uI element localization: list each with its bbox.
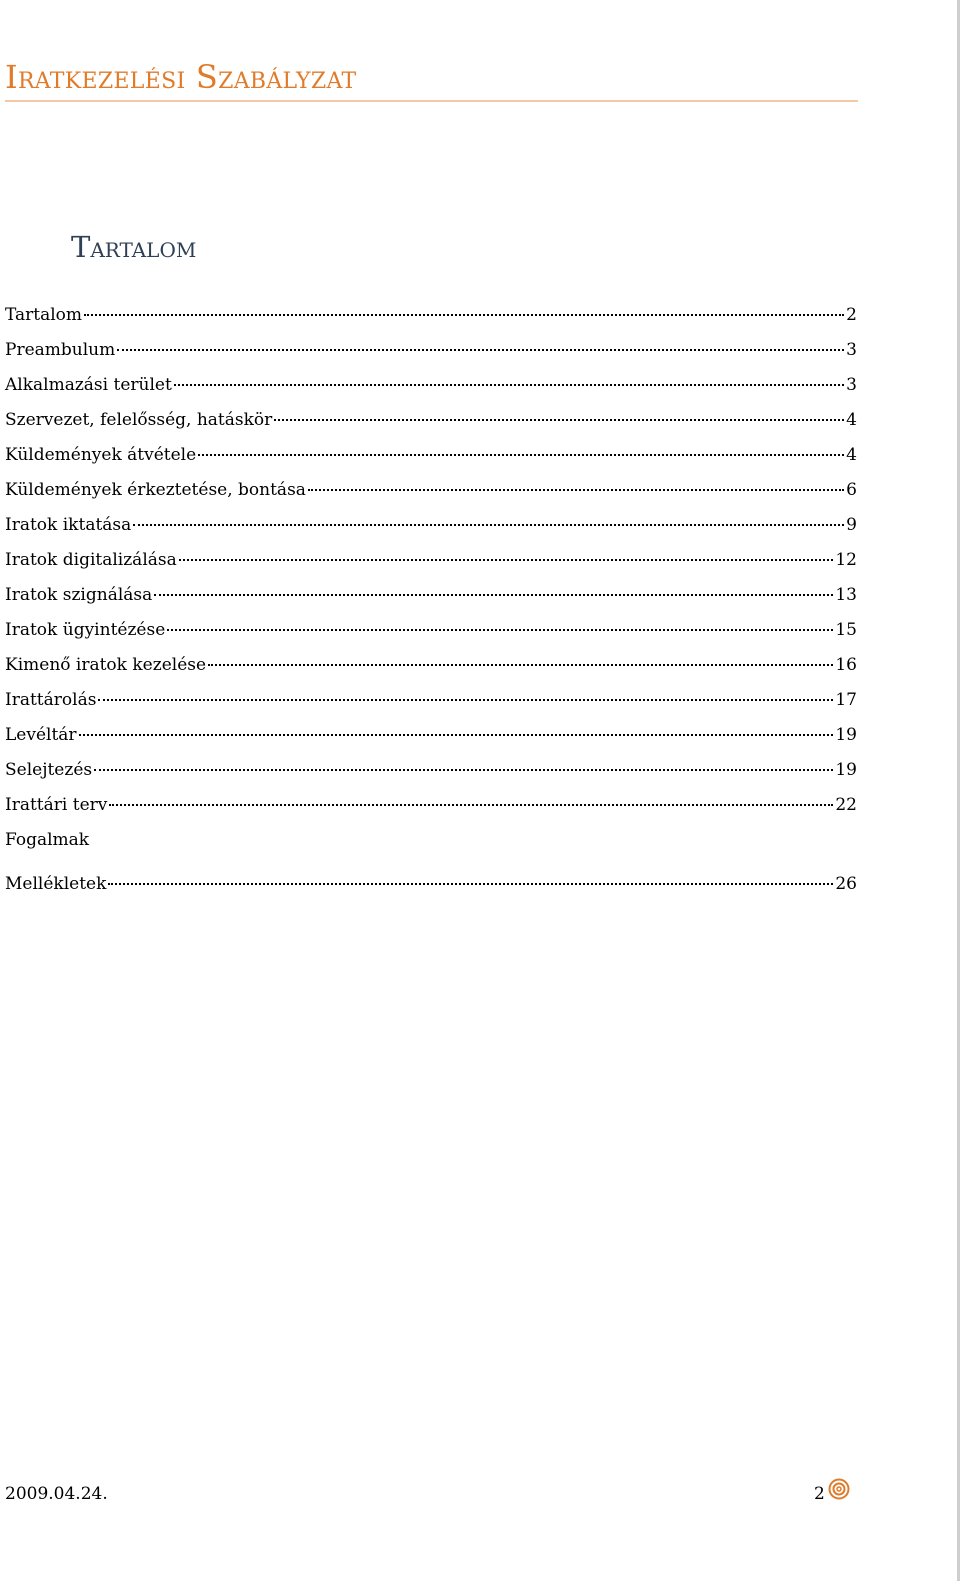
toc-entry-page: 6 bbox=[846, 480, 857, 500]
toc-leader bbox=[117, 349, 844, 351]
toc-entry-mellekletek[interactable] bbox=[5, 873, 857, 908]
toc-entry-label: Tartalom bbox=[5, 305, 83, 325]
toc-entry-page: 15 bbox=[835, 620, 857, 640]
toc-entry-iratok-ugyintezese[interactable] bbox=[5, 619, 857, 654]
toc-entry-page: 4 bbox=[846, 410, 857, 430]
toc-leader bbox=[109, 804, 833, 806]
toc-entry-tartalom[interactable] bbox=[5, 304, 857, 339]
toc-entry-label: Iratok ügyintézése bbox=[5, 620, 166, 640]
toc-leader bbox=[198, 454, 844, 456]
toc-leader bbox=[84, 314, 844, 316]
toc-entry-label: Kimenő iratok kezelése bbox=[5, 655, 207, 675]
toc-entry-label: Küldemények érkeztetése, bontása bbox=[5, 480, 306, 500]
toc-entry-page: 9 bbox=[846, 515, 857, 535]
toc-leader bbox=[179, 559, 834, 561]
toc-entry-preambulum[interactable] bbox=[5, 339, 857, 374]
toc-leader bbox=[308, 489, 844, 491]
toc-entry-label: Szervezet, felelősség, hatáskör bbox=[5, 410, 273, 430]
toc-entry-irattarolas[interactable] bbox=[5, 689, 857, 724]
toc-entry-irattari-terv[interactable] bbox=[5, 794, 857, 829]
footer-date: 2009.04.24. bbox=[5, 1484, 108, 1504]
toc-entry-page: 2 bbox=[846, 305, 857, 325]
toc-entry-label: Irattárolás bbox=[5, 690, 97, 710]
toc-leader bbox=[174, 384, 844, 386]
footer-page-number: 2 bbox=[814, 1484, 825, 1504]
toc-entry-page: 26 bbox=[835, 874, 857, 894]
toc-entry-page: 22 bbox=[835, 795, 857, 815]
toc-entry-label: Selejtezés bbox=[5, 760, 93, 780]
toc-leader bbox=[94, 769, 833, 771]
toc-entry-szervezet[interactable] bbox=[5, 409, 857, 444]
toc-entry-page: 3 bbox=[846, 375, 857, 395]
toc-entry-page: 19 bbox=[835, 760, 857, 780]
toc-leader bbox=[154, 594, 833, 596]
toc-entry-page: 4 bbox=[846, 445, 857, 465]
toc-leader bbox=[133, 524, 844, 526]
toc-entry-page: 12 bbox=[835, 550, 857, 570]
toc-entry-label: Iratok iktatása bbox=[5, 515, 132, 535]
toc-entry-label: Preambulum bbox=[5, 340, 116, 360]
title-divider bbox=[5, 100, 858, 102]
toc-leader bbox=[208, 664, 833, 666]
toc-leader bbox=[108, 883, 833, 885]
document-title: Iratkezelési Szabályzat bbox=[5, 58, 357, 96]
toc-entry-page: 3 bbox=[846, 340, 857, 360]
toc-entry-label: Fogalmak bbox=[5, 830, 90, 850]
table-of-contents bbox=[5, 304, 857, 908]
toc-entry-kuldemenyek-erkeztetese[interactable] bbox=[5, 479, 857, 514]
toc-entry-label: Iratok digitalizálása bbox=[5, 550, 177, 570]
toc-entry-label: Irattári terv bbox=[5, 795, 108, 815]
toc-heading: Tartalom bbox=[71, 230, 197, 264]
toc-entry-page: 19 bbox=[835, 725, 857, 745]
toc-entry-page: 13 bbox=[835, 585, 857, 605]
toc-leader bbox=[98, 699, 833, 701]
toc-entry-label: Mellékletek bbox=[5, 874, 107, 894]
toc-entry-label: Iratok szignálása bbox=[5, 585, 153, 605]
toc-entry-iratok-szignalasa[interactable] bbox=[5, 584, 857, 619]
toc-entry-iratok-digitalizalasa[interactable] bbox=[5, 549, 857, 584]
toc-leader bbox=[79, 734, 834, 736]
toc-entry-selejtezes[interactable] bbox=[5, 759, 857, 794]
toc-entry-fogalmak[interactable] bbox=[5, 829, 857, 873]
toc-entry-kuldemenyek-atvetele[interactable] bbox=[5, 444, 857, 479]
toc-leader bbox=[167, 629, 833, 631]
toc-entry-alkalmazasi-terulet[interactable] bbox=[5, 374, 857, 409]
toc-entry-kimeno-iratok[interactable] bbox=[5, 654, 857, 689]
toc-entry-label: Levéltár bbox=[5, 725, 77, 745]
toc-leader bbox=[274, 419, 844, 421]
toc-entry-page: 16 bbox=[835, 655, 857, 675]
toc-entry-label: Alkalmazási terület bbox=[5, 375, 172, 395]
toc-entry-leveltar[interactable] bbox=[5, 724, 857, 759]
toc-entry-label: Küldemények átvétele bbox=[5, 445, 197, 465]
toc-entry-page: 17 bbox=[835, 690, 857, 710]
toc-entry-iratok-iktatasa[interactable] bbox=[5, 514, 857, 549]
concentric-circles-icon bbox=[828, 1478, 850, 1500]
